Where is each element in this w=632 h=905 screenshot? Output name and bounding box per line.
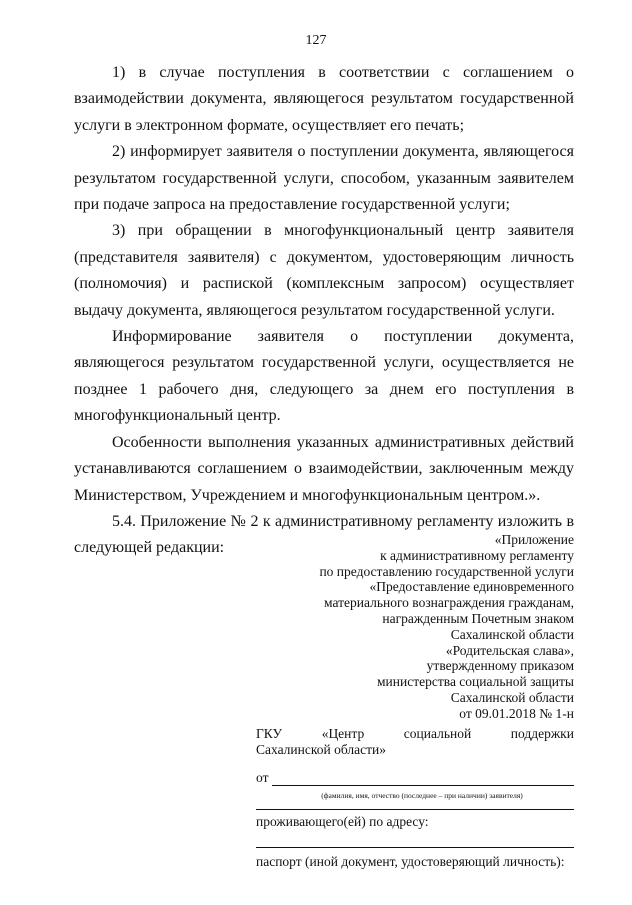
applicant-name-field[interactable]	[272, 773, 574, 786]
appendix-line: «Родительская слава»,	[445, 642, 574, 658]
paragraph-inform-applicant: 2) информирует заявителя о поступлении документа, являющегося результатом государственной услуги, способом, указанным заявителем при подаче запроса на предоставление государственной услуги;	[74, 143, 574, 214]
recipient-word: ГКУ	[256, 726, 283, 741]
address-label: проживающего(ей) по адресу:	[256, 814, 429, 829]
applicant-name-caption: (фамилия, имя, отчество (последнее – при наличии) заявителя)	[321, 791, 523, 800]
appendix-line: по предоставлению государственной услуги	[319, 563, 574, 579]
paragraph-agreement-specifics: Особенности выполнения указанных административных действий устанавливаются соглашением о взаимодействии, заключенным между Министерством, Учреждением и многофункциональным центром.».	[74, 433, 574, 504]
applicant-name-extra-line[interactable]	[256, 808, 574, 810]
appendix-header	[290, 532, 574, 722]
appendix-line: министерства социальной защиты	[377, 674, 574, 690]
paragraph-issue-document: 3) при обращении в многофункциональный центр заявителя (представителя заявителя) с документом, удостоверяющим личность (полномочия) и распиской (комплексным запросом) осуществляет выдачу документа, являющегося результатом государственной услуги.	[74, 222, 574, 319]
paragraph-print-document: 1) в случае поступления в соответствии с соглашением о взаимодействии документа, являющегося результатом государственной услуги в электронном формате, осуществляет его печать;	[74, 64, 574, 134]
appendix-line: к административному регламенту	[380, 547, 574, 563]
recipient-word: социальной	[403, 726, 472, 741]
appendix-line: награжденным Почетным знаком	[382, 610, 574, 626]
appendix-line: Сахалинской области	[450, 689, 574, 705]
body-text	[74, 60, 574, 562]
appendix-line: Сахалинской области	[450, 626, 574, 642]
paragraph-appendix-amendment: 5.4. Приложение № 2 к административному регламенту изложить в следующей редакции:	[74, 512, 574, 557]
appendix-line: материального вознаграждения гражданам,	[324, 595, 574, 611]
recipient-line-2: Сахалинской области»	[256, 742, 386, 757]
appendix-line: «Приложение	[494, 532, 574, 547]
recipient-word: «Центр	[321, 726, 365, 741]
appendix-line: от 09.01.2018 № 1-н	[459, 705, 574, 721]
paragraph-notification-deadline: Информирование заявителя о поступлении документа, являющегося результатом государственной услуги, осуществляется не позднее 1 рабочего дня, следующего за днем его поступления в многофункциональный центр.	[74, 328, 574, 425]
from-label: от	[256, 770, 269, 785]
appendix-line: «Предоставление единовременного	[369, 579, 574, 595]
address-field[interactable]	[256, 846, 574, 848]
appendix-line: утвержденному приказом	[426, 658, 574, 674]
recipient-word: поддержки	[510, 726, 574, 741]
application-form	[256, 726, 574, 870]
recipient-line	[256, 726, 574, 742]
passport-label: паспорт (иной документ, удостоверяющий личность):	[256, 854, 565, 869]
page-number: 127	[305, 33, 327, 48]
from-row	[256, 770, 574, 786]
